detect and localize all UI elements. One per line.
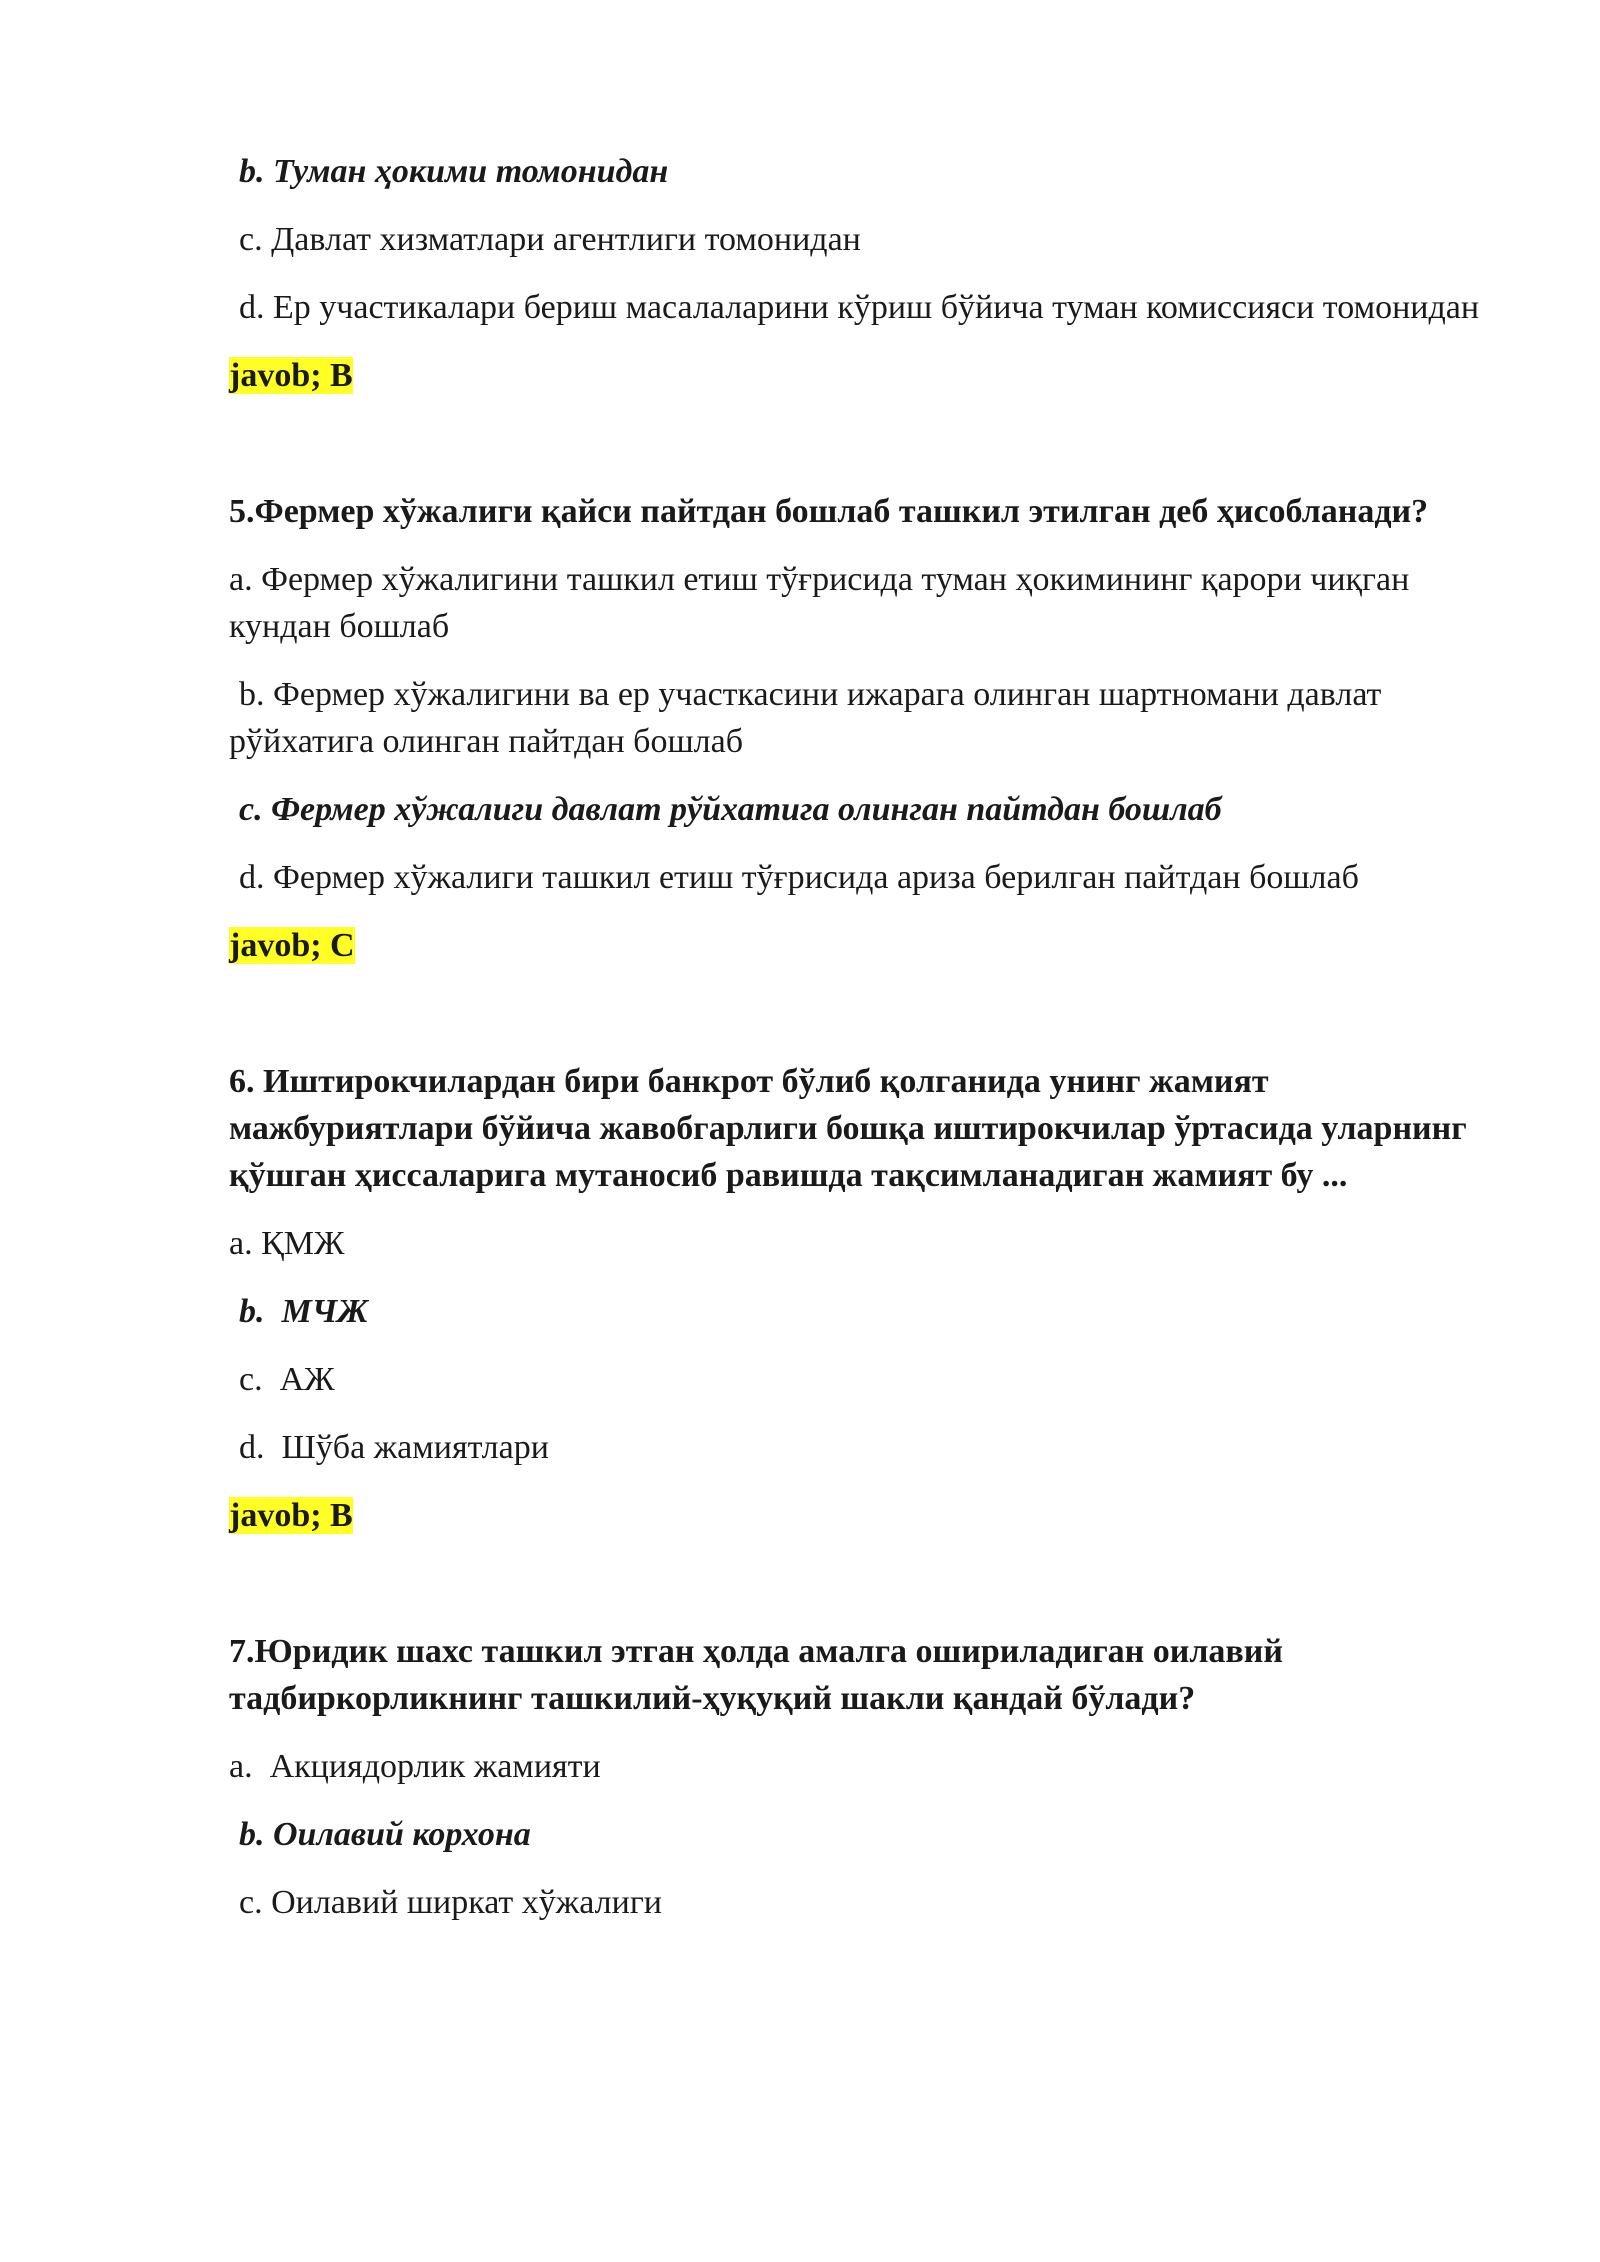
q6-option-a: a. ҚМЖ [229,1225,345,1262]
q5-answer-highlight: javob; C [229,927,355,964]
q6-option-b: b. МЧЖ [239,1293,369,1330]
q6-answer [229,1492,1489,1539]
q6-option-c: c. АЖ [239,1361,335,1398]
q4-option-c: c. Давлат хизматлари агентлиги томонидан [239,221,861,258]
q4-answer [229,352,1489,399]
q7-question: 7.Юридик шахс ташкил этган ҳолда амалга ошириладиган оилавий тадбиркорликнинг ташкилий-ҳуқуқий шакли қандай бўлади? [229,1633,1292,1717]
q5-option-c: c. Фермер хўжалиги давлат рўйхатига олинган пайтдан бошлаб [239,791,1222,828]
q5-option-b: b. Фермер хўжалигини ва ер участкасини ижарага олинган шартномани давлат рўйхатига олинган пайтдан бошлаб [229,676,1390,760]
q7-option-c: c. Оилавий ширкат хўжалиги [239,1884,662,1921]
question-5-block [229,488,1489,969]
q5-answer [229,922,1489,969]
q6-answer-highlight: javob; B [229,1497,353,1534]
spacer [229,1539,1489,1628]
question-4-block [229,148,1489,399]
question-7-block [229,1628,1489,1926]
q6-question: 6. Иштирокчилардан бири банкрот бўлиб қолганида унинг жамият мажбуриятлари бўйича жавобгарлиги бошқа иштирокчилар ўртасида уларнинг қўшган ҳиссаларига мутаносиб равишда тақсимланадиган жамият бу ... [229,1063,1476,1194]
spacer [229,969,1489,1058]
q6-option-d: d. Шўба жамиятлари [239,1429,549,1466]
q7-option-a: a. Акциядорлик жамияти [229,1748,601,1785]
q5-option-a: a. Фермер хўжалигини ташкил етиш тўғрисида туман ҳокимининг қарори чиқган кундан бошлаб [229,561,1418,645]
question-6-block [229,1058,1489,1539]
q4-answer-highlight: javob; B [229,357,353,394]
q4-option-d: d. Ер участикалари бериш масалаларини кўриш бўйича туман комиссияси томонидан [239,289,1480,326]
q5-question: 5.Фермер хўжалиги қайси пайтдан бошлаб ташкил этилган деб ҳисобланади? [229,493,1429,530]
spacer [229,399,1489,488]
q7-option-b: b. Оилавий корхона [239,1816,531,1853]
q5-option-d: d. Фермер хўжалиги ташкил етиш тўғрисида ариза берилган пайтдан бошлаб [239,859,1359,896]
document-page [229,148,1489,1947]
q4-option-b: b. Туман ҳокими томонидан [239,153,669,190]
